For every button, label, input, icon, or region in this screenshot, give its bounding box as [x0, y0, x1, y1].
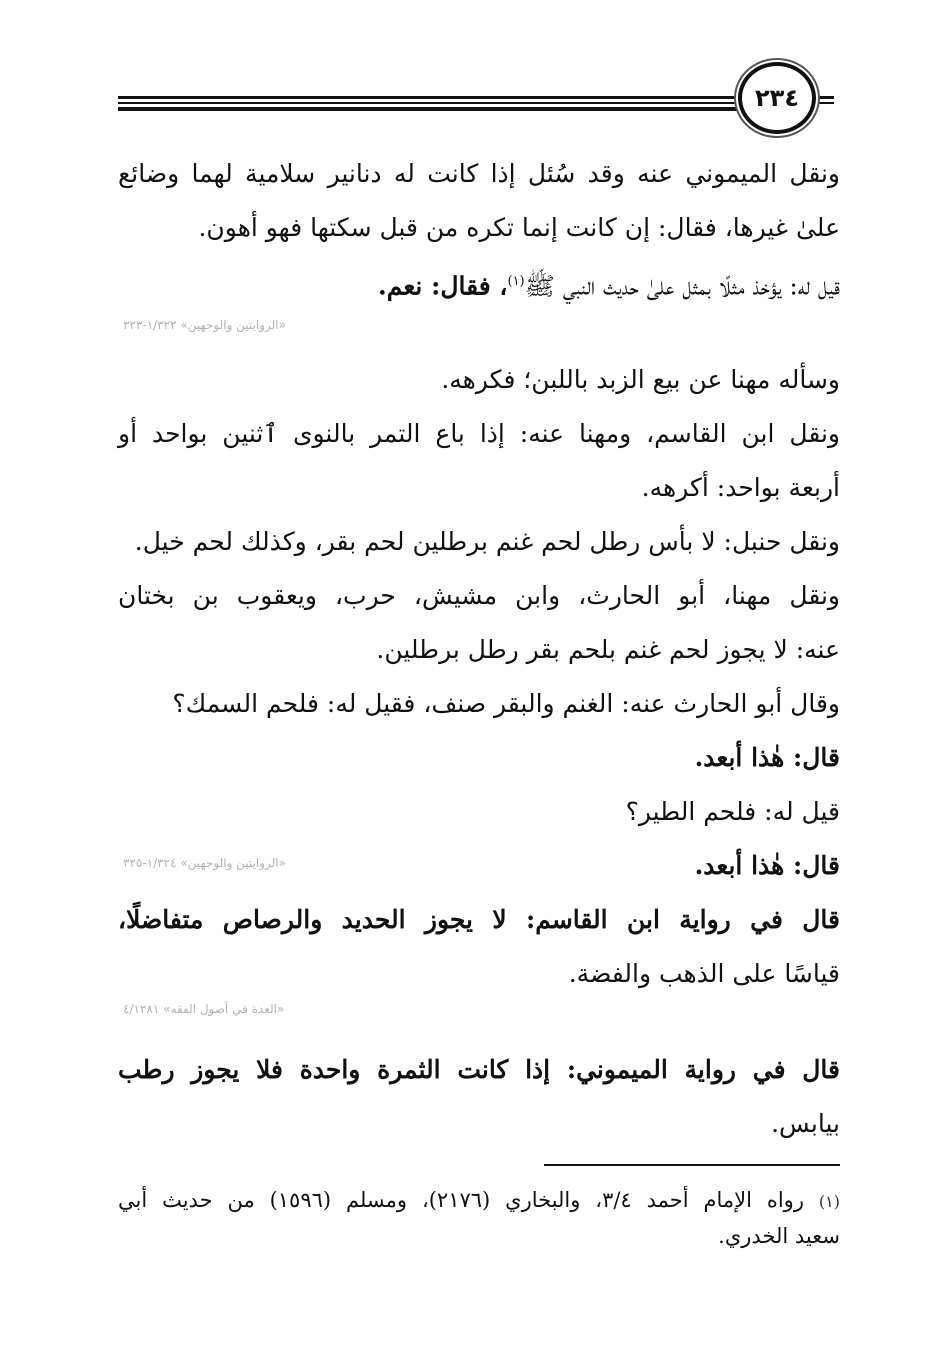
text-span: ، فقال: نعم.	[378, 271, 508, 301]
text-line: أربعة بواحد: أكرهه.	[641, 473, 840, 502]
text-span: قال في رواية ابن القاسم: لا يجوز الحديد والرصاص متفاضلًا،	[118, 905, 840, 934]
text-span: قيل له: يؤخذ مثلًا بمثل علىٰ حديث النبي ﷺ	[524, 271, 840, 301]
text-line: وسأله مهنا عن بيع الزبد باللبن؛ فكرهه.	[441, 365, 840, 394]
text-line: وقال أبو الحارث عنه: الغنم والبقر صنف، فقيل له: فلحم السمك؟	[172, 689, 840, 718]
header-rule	[118, 102, 834, 104]
footnote-marker: (١)	[818, 1192, 840, 1211]
text-line	[695, 742, 840, 774]
footnote-text: رواه الإمام أحمد ٣/٤، والبخاري (٢١٧٦)، ومسلم (١٥٩٦) من حديث أبي	[118, 1188, 804, 1212]
text-span: قال: هٰذا أبعد.	[694, 851, 840, 880]
footnote-rule	[544, 1164, 840, 1166]
source-note: «الروايتين والوجهين» ١/٣٢٢-٣٢٣	[123, 318, 286, 332]
text-line	[378, 266, 840, 302]
source-note: «الروايتين والوجهين» ١/٣٢٤-٣٢٥	[123, 856, 286, 870]
text-line: علىٰ غيرها، فقال: إن كانت إنما تكره من قبل سكتها فهو أهون.	[198, 213, 840, 242]
text-line: ونقل ابن القاسم، ومهنا عنه: إذا باع التمر بالنوى ٱثنين بواحد أو	[118, 419, 840, 448]
header-rule	[118, 96, 834, 99]
text-line: قيل له: فلحم الطير؟	[625, 797, 840, 826]
header-rule	[118, 107, 748, 111]
footnote-line	[118, 1186, 840, 1216]
text-span: قال في رواية الميموني: إذا كانت الثمرة واحدة فلا يجوز رطب	[118, 1055, 840, 1084]
text-span: قال: هٰذا أبعد.	[694, 743, 840, 772]
text-line: ونقل الميموني عنه وقد سُئل إذا كانت له دنانير سلامية لهما وضائع	[118, 159, 840, 188]
text-line	[118, 1054, 840, 1086]
footnote-ref: (١)	[507, 274, 525, 289]
source-note: «العدة في أصول الفقه» ٤/١٢٨١	[123, 1002, 285, 1016]
text-line: بيابس.	[771, 1109, 840, 1138]
page-number: ٢٣٤	[755, 84, 799, 112]
text-line: ونقل مهنا، أبو الحارث، وابن مشيش، حرب، ويعقوب بن بختان	[118, 581, 840, 610]
footnote-line: سعيد الخدري.	[718, 1224, 840, 1248]
text-line	[695, 850, 840, 882]
page-number-medallion	[738, 62, 816, 134]
text-line: قياسًا على الذهب والفضة.	[568, 959, 840, 988]
text-line	[118, 904, 840, 936]
text-line: عنه: لا يجوز لحم غنم بلحم بقر رطل برطلين.	[376, 635, 840, 664]
text-line: ونقل حنبل: لا بأس رطل لحم غنم برطلين لحم بقر، وكذلك لحم خيل.	[134, 527, 840, 556]
